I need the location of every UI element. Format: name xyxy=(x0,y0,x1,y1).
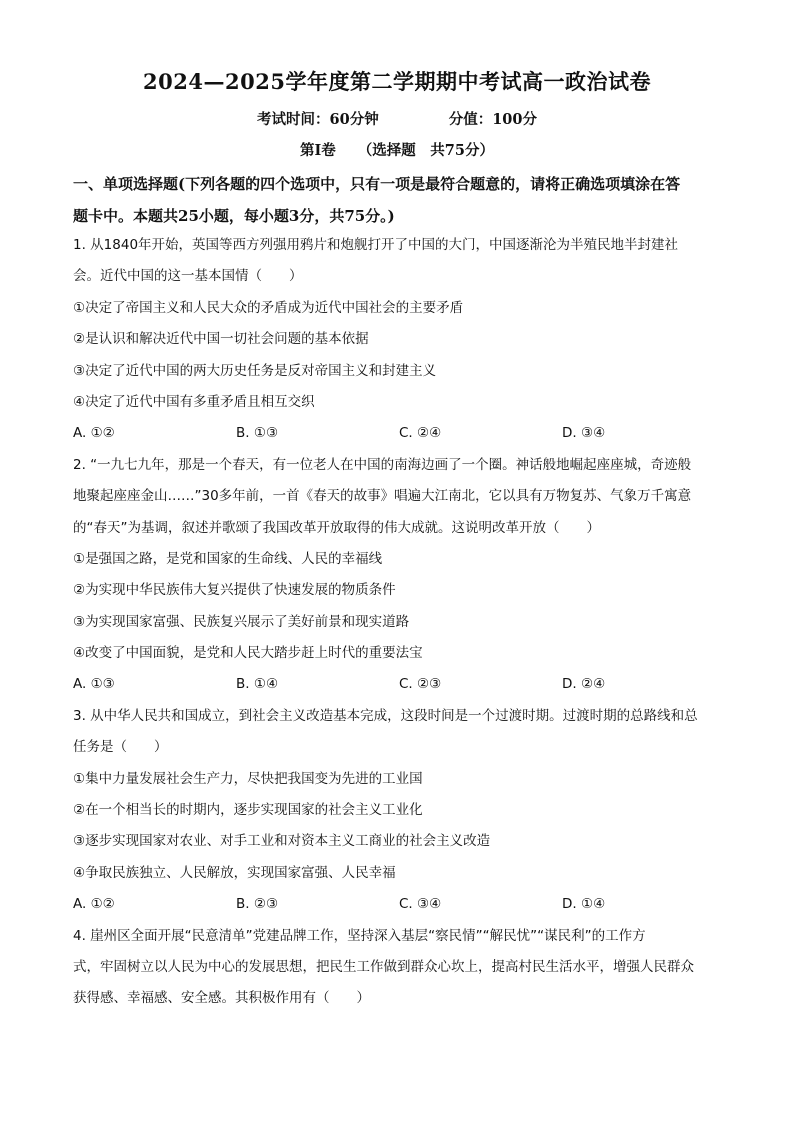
choice-c: C. ③④ xyxy=(399,896,442,913)
question-statement: ③逐步实现国家对农业、对手工业和对资本主义工商业的社会主义改造 xyxy=(73,833,491,850)
choice-a: A. ①② xyxy=(73,425,115,442)
choice-a: A. ①③ xyxy=(73,676,115,693)
choice-d: D. ③④ xyxy=(562,425,606,442)
question-statement: ③决定了近代中国的两大历史任务是反对帝国主义和封建主义 xyxy=(73,362,437,379)
question-statement: ①集中力量发展社会生产力，尽快把我国变为先进的工业国 xyxy=(73,770,423,787)
question-stem: 任务是（ ） xyxy=(73,739,168,756)
question-statement: ②在一个相当长的时期内，逐步实现国家的社会主义工业化 xyxy=(73,802,423,819)
section-line: 题卡中。本题共25小题，每小题3分，共75分。) xyxy=(73,207,395,225)
volume-heading xyxy=(0,139,794,160)
exam-time: 考试时间：60分钟 xyxy=(257,111,379,128)
question-statement: ④争取民族独立、人民解放，实现国家富强、人民幸福 xyxy=(73,864,396,881)
question-stem: 4. 崖州区全面开展“民意清单”党建品牌工作，坚持深入基层“察民情”“解民忧”“谋民利”的工作方 xyxy=(73,927,646,944)
question-stem: 的“春天”为基调，叙述并歌颂了我国改革开放取得的伟大成就。这说明改革开放（ ） xyxy=(73,519,600,536)
question-stem: 地聚起座座金山……”30多年前，一首《春天的故事》唱遍大江南北，它以具有万物复苏、气象万千寓意 xyxy=(73,488,692,505)
choice-d: D. ②④ xyxy=(562,676,606,693)
choice-b: B. ①③ xyxy=(236,425,279,442)
choice-b: B. ①④ xyxy=(236,676,279,693)
question-stem: 式，牢固树立以人民为中心的发展思想，把民生工作做到群众心坎上，提高村民生活水平，增强人民群众 xyxy=(73,958,694,975)
question-statement: ①是强国之路，是党和国家的生命线、人民的幸福线 xyxy=(73,550,383,567)
question-2 xyxy=(73,450,733,701)
answer-choices xyxy=(73,418,733,449)
volume-desc: （选择题 共75分） xyxy=(357,142,494,159)
question-1 xyxy=(73,230,733,450)
section-heading xyxy=(73,168,733,232)
page-title: 2024—2025学年度第二学期期中考试高一政治试卷 xyxy=(143,69,651,94)
question-stem: 获得感、幸福感、安全感。其积极作用有（ ） xyxy=(73,990,370,1007)
question-statement: ②为实现中华民族伟大复兴提供了快速发展的物质条件 xyxy=(73,582,396,599)
question-stem: 3. 从中华人民共和国成立，到社会主义改造基本完成，这段时间是一个过渡时期。过渡时期的总路线和总 xyxy=(73,707,698,724)
answer-choices xyxy=(73,889,733,920)
choice-d: D. ①④ xyxy=(562,896,606,913)
question-4 xyxy=(73,921,733,1015)
volume-label: 第Ⅰ卷 xyxy=(300,142,336,159)
question-statement: ④改变了中国面貌，是党和人民大踏步赶上时代的重要法宝 xyxy=(73,645,423,662)
question-statement: ①决定了帝国主义和人民大众的矛盾成为近代中国社会的主要矛盾 xyxy=(73,299,464,316)
question-stem: 1. 从1840年开始，英国等西方列强用鸦片和炮舰打开了中国的大门，中国逐渐沦为半殖民地半封建社 xyxy=(73,237,679,253)
answer-choices xyxy=(73,669,733,700)
question-stem: 会。近代中国的这一基本国情（ ） xyxy=(73,268,303,285)
question-statement: ②是认识和解决近代中国一切社会问题的基本依据 xyxy=(73,331,369,348)
choice-c: C. ②③ xyxy=(399,676,442,693)
choice-a: A. ①② xyxy=(73,896,115,913)
question-stem: 2. “一九七九年，那是一个春天，有一位老人在中国的南海边画了一个圈。神话般地崛起座座城，奇迹般 xyxy=(73,456,692,473)
exam-score: 分值：100分 xyxy=(448,111,537,128)
question-statement: ④决定了近代中国有多重矛盾且相互交织 xyxy=(73,393,315,410)
question-3 xyxy=(73,701,733,921)
section-line: 一、单项选择题(下列各题的四个选项中，只有一项是最符合题意的，请将正确选项填涂在答 xyxy=(73,175,681,193)
question-statement: ③为实现国家富强、民族复兴展示了美好前景和现实道路 xyxy=(73,613,410,630)
choice-c: C. ②④ xyxy=(399,425,442,442)
question-list xyxy=(73,230,733,1015)
exam-meta xyxy=(0,108,794,129)
choice-b: B. ②③ xyxy=(236,896,279,913)
